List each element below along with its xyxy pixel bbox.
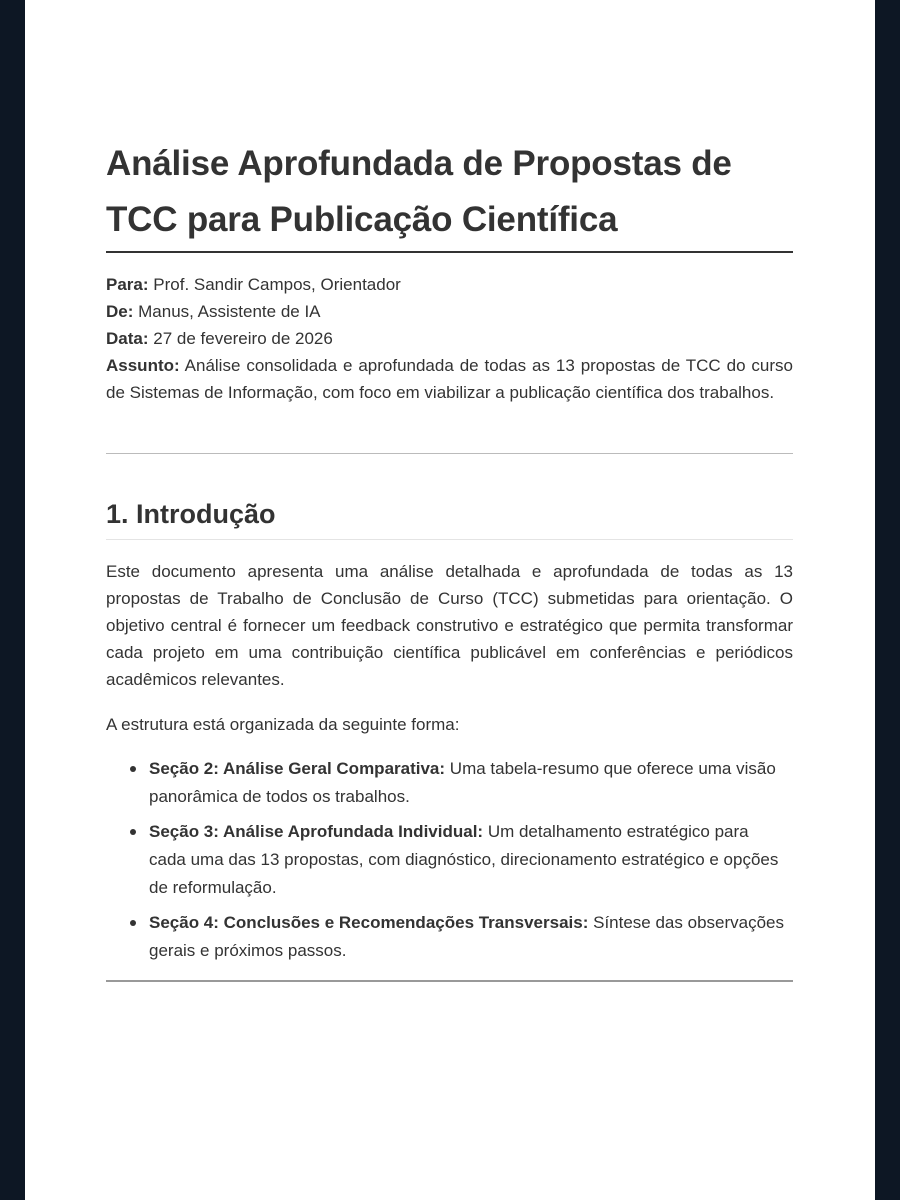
memo-header <box>106 271 793 406</box>
memo-from <box>106 298 793 325</box>
list-item-text: Síntese das observações gerais e próximos passos. <box>149 913 785 960</box>
memo-date-label: Data: <box>106 329 149 348</box>
list-item-label: Seção 2: Análise Geral Comparativa: <box>149 759 446 778</box>
list-item-text: Um detalhamento estratégico para cada uma das 13 propostas, com diagnóstico, direcionamento estratégico e opções de reformulação. <box>149 822 779 897</box>
bullet-icon <box>130 829 136 835</box>
list-item <box>149 818 793 902</box>
intro-paragraph: Este documento apresenta uma análise detalhada e aprofundada de todas as 13 propostas de Trabalho de Conclusão de Curso (TCC) submetidas para orientação. O objetivo central é fornecer um feedback construtivo e estratégico que permita transformar cada projeto em uma contribuição científica publicável em conferências e periódicos acadêmicos relevantes. <box>106 562 793 689</box>
memo-to <box>106 271 793 298</box>
list-item <box>149 755 793 811</box>
memo-to-label: Para: <box>106 275 149 294</box>
memo-date <box>106 325 793 352</box>
memo-from-label: De: <box>106 302 134 321</box>
section-end-divider <box>106 980 793 982</box>
memo-to-value: Prof. Sandir Campos, Orientador <box>153 275 401 294</box>
document-page <box>25 0 875 1200</box>
section-heading-introduction: 1. Introdução <box>106 499 276 529</box>
document-title: Análise Aprofundada de Propostas de TCC para Publicação Científica <box>106 144 732 239</box>
bullet-icon <box>130 766 136 772</box>
section-divider <box>106 539 793 540</box>
list-item <box>149 909 793 965</box>
list-item-label: Seção 4: Conclusões e Recomendações Transversais: <box>149 913 589 932</box>
memo-from-value: Manus, Assistente de IA <box>138 302 321 321</box>
structure-list <box>106 755 793 972</box>
list-item-label: Seção 3: Análise Aprofundada Individual: <box>149 822 484 841</box>
list-item-text: Uma tabela-resumo que oferece uma visão panorâmica de todos os trabalhos. <box>149 759 776 806</box>
memo-subject-value: Análise consolidada e aprofundada de todas as 13 propostas de TCC do curso de Sistemas de Informação, com foco em viabilizar a publicação científica dos trabalhos. <box>106 356 793 402</box>
memo-subject <box>106 352 793 406</box>
bullet-icon <box>130 920 136 926</box>
structure-paragraph: A estrutura está organizada da seguinte forma: <box>106 715 460 734</box>
title-divider <box>106 251 793 253</box>
memo-subject-label: Assunto: <box>106 356 180 375</box>
memo-date-value: 27 de fevereiro de 2026 <box>153 329 333 348</box>
header-divider <box>106 453 793 454</box>
